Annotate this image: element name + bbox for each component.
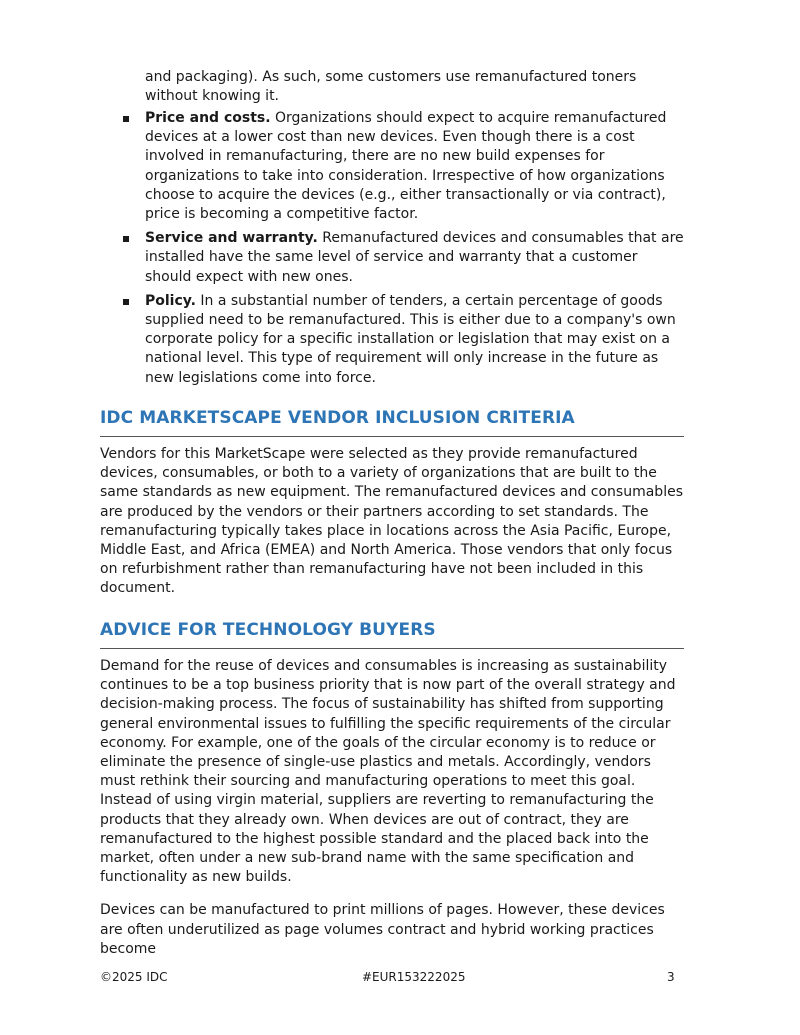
bullet-list — [100, 109, 685, 393]
section-paragraph: Devices can be manufactured to print millions of pages. However, these devices are often underutilized as page volumes contract and hybrid working practices become — [100, 902, 665, 957]
section-divider — [100, 648, 684, 649]
list-item — [100, 109, 685, 224]
bullet-text: In a substantial number of tenders, a certain percentage of goods supplied need to be remanufactured. This is either due to a company's own corporate policy for a specific installation or legislation that may exist on a national level. This type of requirement will only increase in the future as new legislations come into force. — [145, 292, 676, 386]
footer-page-number: 3 — [667, 970, 675, 984]
bullet-text: Remanufactured devices and consumables that are installed have the same level of service and warranty that a customer should expect with new ones. — [145, 230, 684, 285]
continuation-text: and packaging). As such, some customers use remanufactured toners without knowing it. — [145, 69, 637, 105]
section-heading: IDC MARKETSCAPE VENDOR INCLUSION CRITERIA — [100, 408, 575, 428]
section-vendor-inclusion — [100, 408, 684, 599]
section-divider — [100, 436, 684, 437]
bullet-heading: Policy. — [145, 292, 196, 309]
bullet-text: Organizations should expect to acquire remanufactured devices at a lower cost than new devices. Even though there is a cost involved in remanufacturing, there are no new build expenses for organizations to take into consideration. Irrespective of how organizations choose to acquire the devices (e.g., either transactionally or via contract), price is becoming a competitive factor. — [145, 110, 667, 223]
section-heading: ADVICE FOR TECHNOLOGY BUYERS — [100, 620, 436, 640]
footer-doc-id: #EUR153222025 — [362, 970, 466, 984]
section-paragraph: Demand for the reuse of devices and consumables is increasing as sustainability continues to be a top business priority that is now part of the overall strategy and decision-making process. The focus of sustainability has shifted from supporting general environmental issues to fulfilling the specific requirements of the circular economy. For example, one of the goals of the circular economy is to reduce or eliminate the presence of single-use plastics and metals. Accordingly, vendors must rethink their sourcing and manufacturing operations to meet this goal. Instead of using virgin material, suppliers are reverting to remanufacturing the products that they already own. When devices are out of contract, they are remanufactured to the highest possible standard and the placed back into the market, often under a new sub-brand name with the same specification and functionality as new builds. — [100, 658, 676, 886]
bullet-heading: Price and costs. — [145, 110, 271, 126]
square-bullet-icon — [123, 116, 129, 122]
section-advice — [100, 620, 684, 959]
list-item — [100, 229, 685, 287]
section-paragraph: Vendors for this MarketScape were selected as they provide remanufactured devices, consumables, or both to a variety of organizations that are built to the same standards as new equipment. The remanufactured devices and consumables are produced by the vendors or their partners according to set standards. The remanufacturing typically takes place in locations across the Asia Pacific, Europe, Middle East, and Africa (EMEA) and North America. Those vendors that only focus on refurbishment rather than remanufacturing have not been included in this document. — [100, 446, 683, 597]
square-bullet-icon — [123, 299, 129, 305]
footer-copyright: ©2025 IDC — [100, 970, 168, 984]
bullet-heading: Service and warranty. — [145, 230, 318, 247]
list-item — [100, 292, 685, 388]
square-bullet-icon — [123, 236, 129, 242]
